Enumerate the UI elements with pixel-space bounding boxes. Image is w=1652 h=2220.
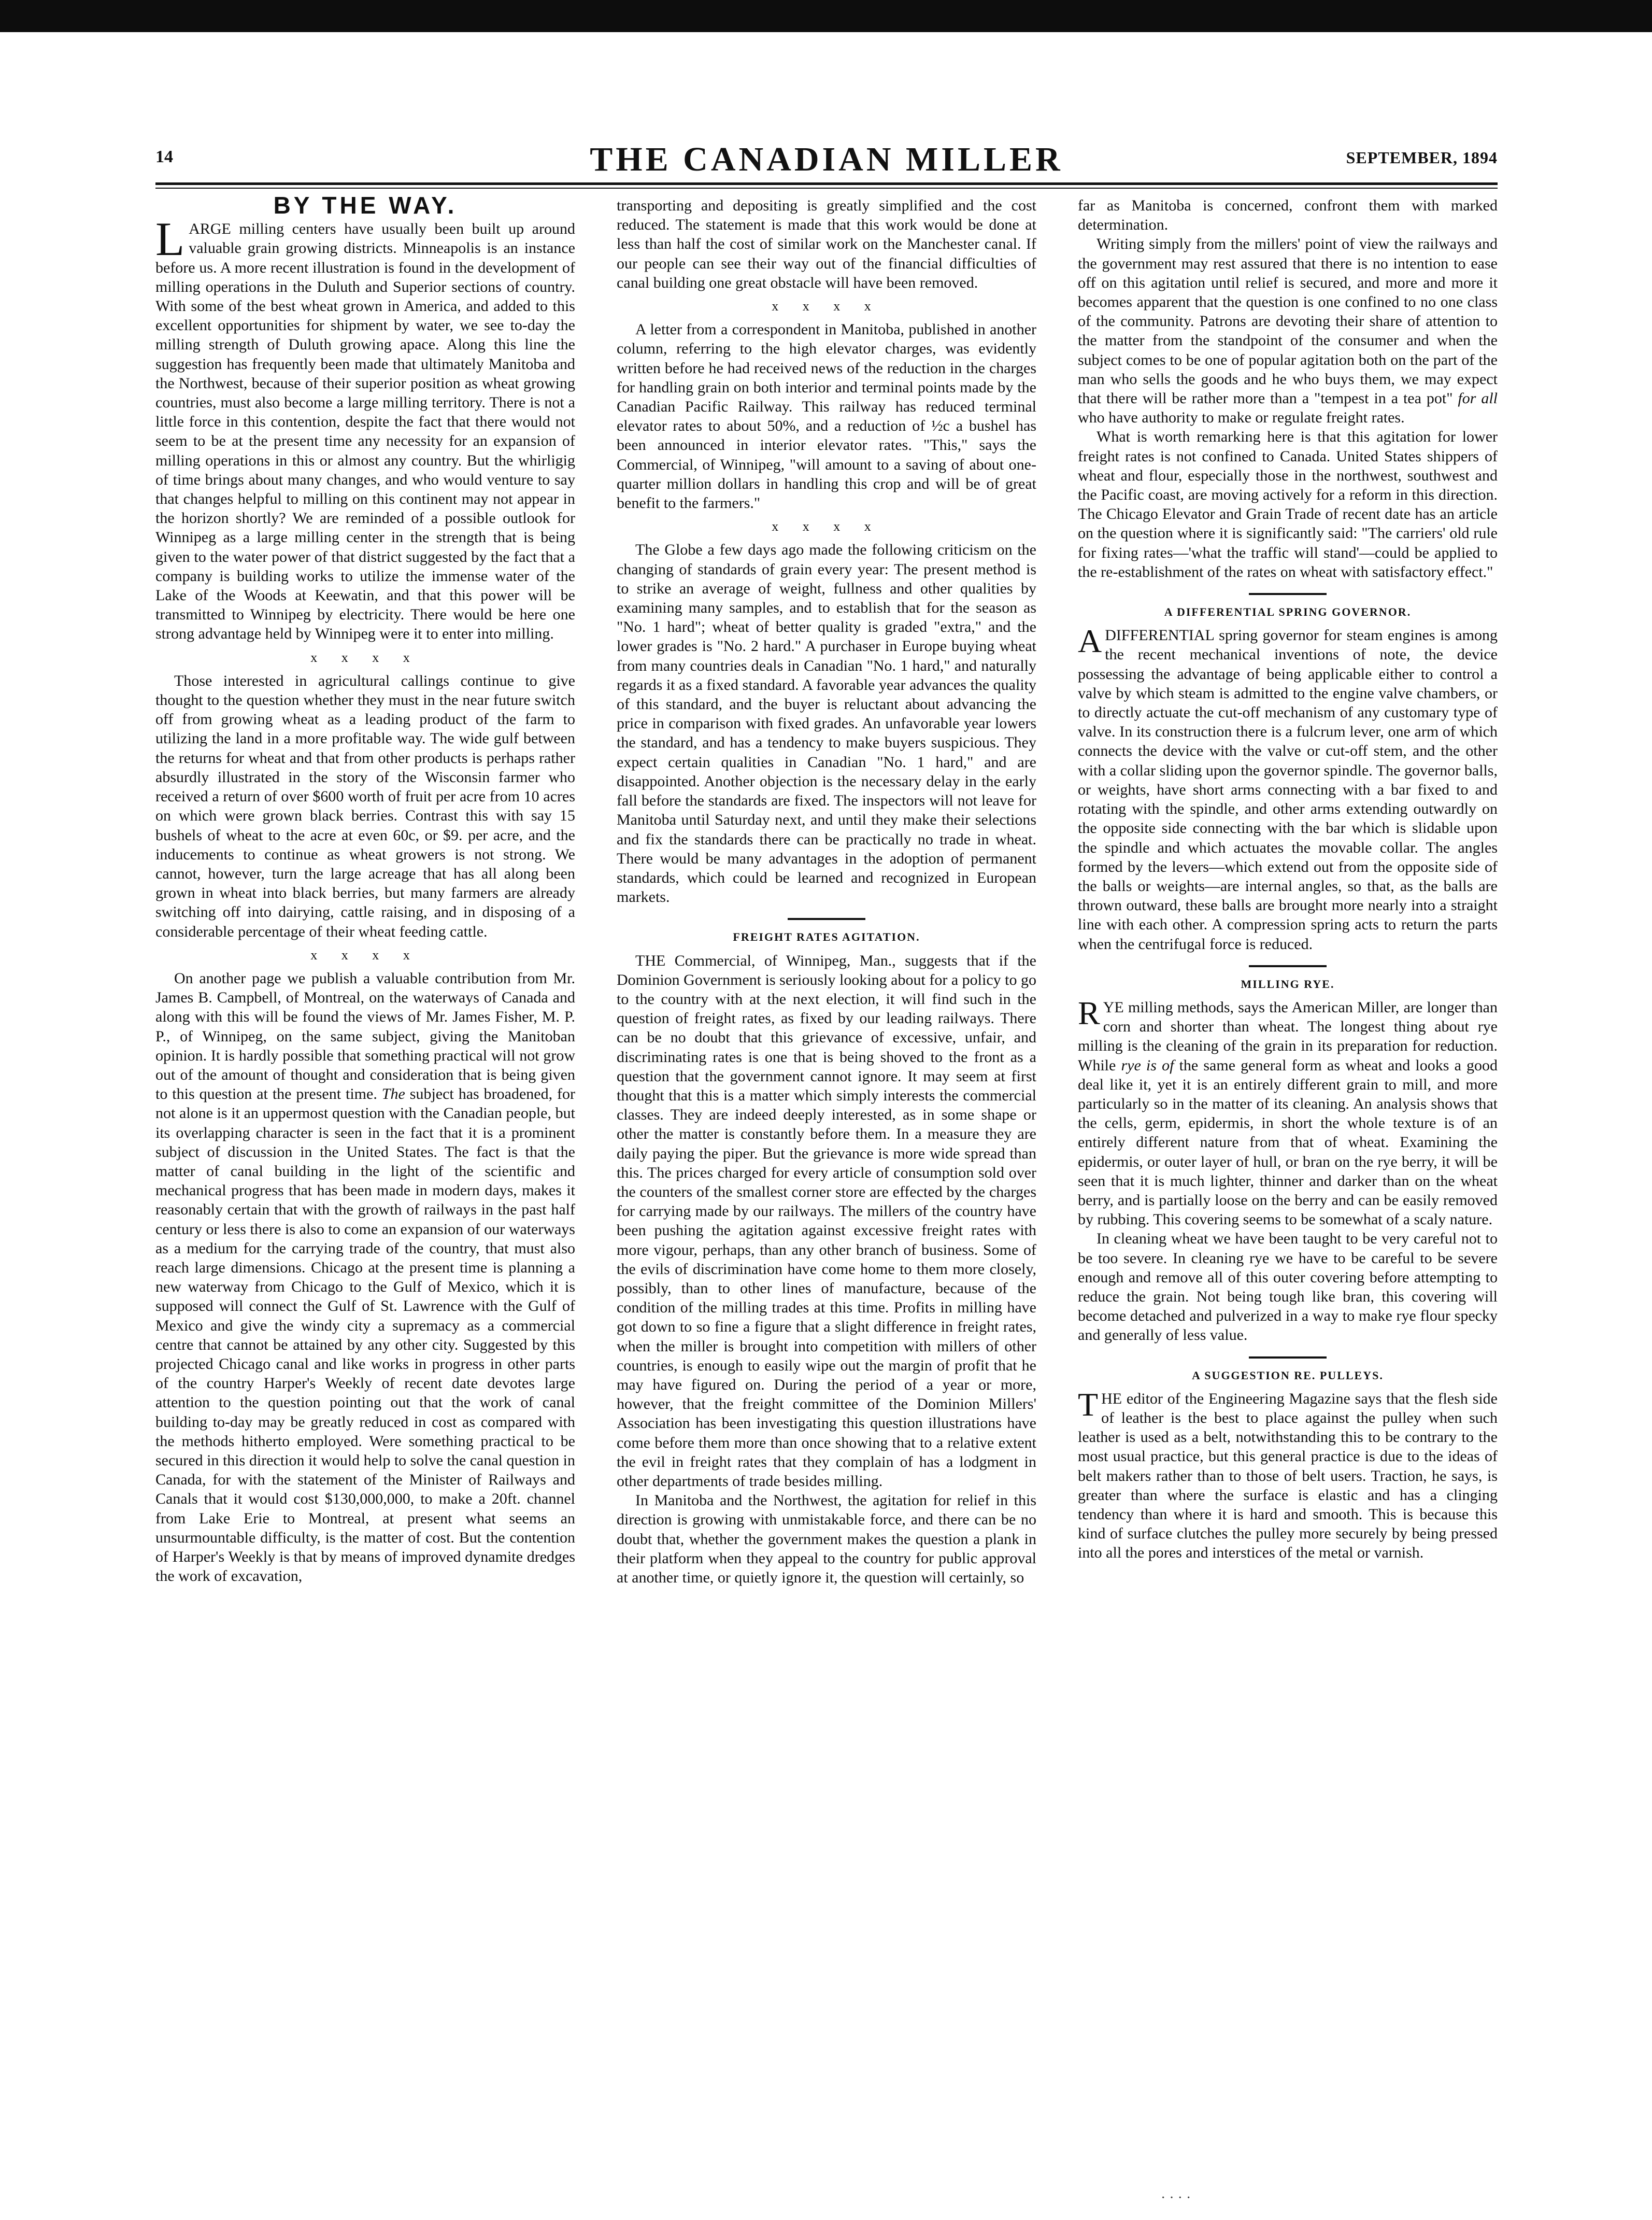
article-divider xyxy=(1249,1356,1327,1359)
subhead-freight-rates: FREIGHT RATES AGITATION. xyxy=(733,930,920,944)
column-1 xyxy=(155,192,576,1586)
drop-cap: R xyxy=(1078,994,1100,1031)
article-paragraph: In Manitoba and the Northwest, the agitation for relief in this direction is growing with unmistakable force, and there can be no doubt that, whether the government makes the question a plank in their platform when they appeal to the country for public approval at another time, or quietly ignore it, the question will certainly, so xyxy=(617,1492,1036,1587)
masthead: THE CANADIAN MILLER xyxy=(590,140,1063,178)
section-title-by-the-way: BY THE WAY. xyxy=(273,192,458,219)
header-rule-thin xyxy=(155,188,1498,189)
article-paragraph: Writing simply from the millers' point of view the railways and the government may rest assured that there is no intention to ease off on this agitation until relief is secured, and more and more it becomes apparent that the question is one confined to no one class of the community. Patrons are devoting their share of attention to the matter from the standpoint of the consumer and when the subject comes to be one of popular agitation both on the part of the man who sells the goods and he who buys them, we may expect that there will be rather more than a "tempest in a tea pot" for all who have authority to make or regulate freight rates. xyxy=(1078,235,1498,427)
article-paragraph: A letter from a correspondent in Manitoba, published in another column, referring to the high elevator charges, was evidently written before he had received news of the reduction in the charges for handling grain on both interior and terminal points made by the Canadian Pacific Railway. This railway has reduced terminal elevator rates to about 50%, and a reduction of ½c a bushel has been announced in interior elevator rates. "This," says the Commercial, of Winnipeg, "will amount to a saving of about one-quarter million dollars in handling this crop and will be of great benefit to the farmers." xyxy=(617,321,1036,512)
article-paragraph: THE editor of the Engineering Magazine says that the flesh side of leather is the best to place against the pulley when such leather is used as a belt, notwithstanding this to be contrary to the most usual practice, but this general practice is due to the ideas of belt makers rather than to those of belt users. Traction, he says, is greater than where the surface is elastic and has a clinging tendency than where it is hard and smooth. This is because this kind of surface clutches the pulley more securely by being pressed into all the pores and interstices of the metal or varnish. xyxy=(1078,1385,1498,1562)
subhead-pulleys: A SUGGESTION RE. PULLEYS. xyxy=(1192,1368,1384,1382)
drop-cap: L xyxy=(155,213,185,266)
article-paragraph: Those interested in agricultural callings continue to give thought to the question whether they must in the near future switch off from growing wheat as a leading product of the farm to utilizing the land in a more profitable way. The wide gulf between the returns for wheat and that from other products is perhaps rather absurdly illustrated in the story of the Wisconsin farmer who received a return of over $600 worth of fruit per acre from 10 acres on which were grown black berries. Contrast this with say 15 bushels of wheat to the acre at even 60c, or $9. per acre, and the inducements to continue as wheat growers is not strong. We cannot, however, turn the large acreage that has all along been grown in wheat into black berries, but many farmers are already switching off into dairying, cattle raising, and in disposing of a considerable percentage of their wheat feeding cattle. xyxy=(155,672,575,940)
article-paragraph: LARGE milling centers have usually been built up around valuable grain growing districts. Minneapolis is an instance before us. A more recent illustration is found in the development of milling operations in the Duluth and Superior sections of country. With some of the best wheat grown in America, and added to this excellent opportunities for shipment by water, we see to-day the milling strength of Duluth growing apace. Along this line the suggestion has frequently been made that ultimately Manitoba and the Northwest, because of their superior position as wheat growing countries, must also become a large milling territory. There is not a little force in this contention, despite the fact that there would not seem to be at the present time any necessity for an expansion of milling operations in this or almost any country. But the whirligig of time brings about many changes, and who would venture to say that changes helpful to milling on this continent may not appear in the horizon shortly? We are reminded of a possible outlook for Winnipeg as a large milling center in the strength that is being given to the water power of that district suggested by the fact that a company is building works to utilize the immense water of the Lake of the Woods at Keewatin, and that this power will be transmitted to Winnipeg by electricity. There would be here one strong advantage held by Winnipeg were it to enter into milling. xyxy=(155,213,575,643)
subhead-milling-rye: MILLING RYE. xyxy=(1241,977,1335,991)
header-rule-thick xyxy=(155,182,1498,185)
subhead-spring-governor: A DIFFERENTIAL SPRING GOVERNOR. xyxy=(1164,605,1412,619)
article-paragraph: On another page we publish a valuable contribution from Mr. James B. Campbell, of Montreal, on the waterways of Canada and along with this will be found the views of Mr. James Fisher, M. P. P., of Winnipeg, on the same subject, giving the Manitoban opinion. It is hardly possible that something practical will not grow out of the amount of thought and consideration that is being given to this question at the present time. The subject has broadened, for not alone is it an uppermost question with the Canadian people, but its overlapping character is seen in the fact that it is a prominent subject of discussion in the United States. The fact is that the matter of canal building in the light of the scientific and mechanical progress that has been made in modern days, makes it reasonably certain that with the growth of railways in the past half century or less there is also to come an expansion of our waterways as a medium for the carrying trade of the country, that must also reach large dimensions. Chicago at the present time is planning a new waterway from Chicago to the Gulf of Mexico, which it is supposed will connect the Gulf of St. Lawrence with the Gulf of Mexico and give the windy city a supremacy as a commercial centre that cannot be attained by any other city. Suggested by this projected Chicago canal and like works in progress in other parts of the country Harper's Weekly of recent date devotes large attention to the question pointing out that the work of canal building to-day may be greatly reduced in cost as compared with the methods hitherto employed. Were something practical to be secured in this direction it would help to solve the canal question in Canada, for with the statement of the Minister of Railways and Canals that it would cost $130,000,000, to make a 20ft. channel from Lake Erie to Montreal, at present what seems an unsurmountable difficulty, is the matter of cost. But the contention of Harper's Weekly is that by means of improved dynamite dredges the work of excavation, xyxy=(155,969,576,1585)
article-divider xyxy=(788,918,865,920)
article-paragraph: RYE milling methods, says the American Miller, are longer than corn and shorter than wheat. The longest thing about rye milling is the cleaning of the grain in its preparation for reduction. While rye is of the same general form as wheat and looks a good deal like it, yet it is an entirely different grain to mill, and more particularly so in the matter of its cleaning. An analysis shows that the cells, germ, epidermis, in short the whole texture is of an entirely different nature from that of wheat. Examining the epidermis, or outer layer of hull, or bran on the rye berry, it will be seen that it is much lighter, thinner and darker than on the wheat berry, and is partially loose on the berry and can be easily removed by rubbing. This covering seems to be somewhat of a scaly nature. xyxy=(1078,994,1498,1228)
article-paragraph: The Globe a few days ago made the following criticism on the changing of standards of grain every year: The present method is to strike an average of weight, fullness and other qualities by examining many samples, and to establish that for the season as "No. 1 hard"; wheat of better quality is graded "extra," and the lower grades is "No. 2 hard." A purchaser in Europe buying wheat from many countries deals in Canadian "No. 1 hard," and naturally regards it as a fixed standard. A favorable year advances the quality of this standard, and the buyer is reluctant about advancing the price in comparison with fixed grades. An unfavorable year lowers the standard, and has a tendency to make buyers suspicious. They expect certain qualities in Canadian "No. 1 hard," and are disappointed. Another objection is the necessary delay in the early fall before the standards are fixed. The inspectors will not leave for Manitoba until Saturday next, and until they make their selections and fix the standards there can be practically no trade in wheat. There would be many advantages in the adoption of permanent standards, which could be learned and recognized in European markets. xyxy=(617,541,1036,906)
issue-date: SEPTEMBER, 1894 xyxy=(1346,148,1498,167)
article-paragraph: far as Manitoba is concerned, confront them with marked determination. xyxy=(1078,197,1498,234)
article-paragraph: THE Commercial, of Winnipeg, Man., suggests that if the Dominion Government is seriously looking about for a policy to go to the country with at the next election, it will find such in the question of freight rates, as fixed by our leading railways. There can be no doubt that this grievance of excessive, unfair, and discriminating rates is one that is being shoved to the front as a question that the government cannot ignore. It may seem at first thought that this is a matter which simply interests the commercial classes. They are indeed deeply interested, as in some shape or other the matter is constantly before them. In a measure they are daily paying the piper. But the grievance is more wide spread than this. The prices charged for every article of consumption sold over the counters of the smallest corner store are effected by the charges for carrying made by our railways. The millers of the country have been pushing the agitation against excessive freight rates with more vigour, perhaps, than any other branch of business. Some of the evils of discrimination have come home to them more closely, possibly, than to other lines of manufacture, because of the condition of the milling trades at this time. Profits in milling have got down to so fine a figure that a slight difference in freight rates, when the miller is brought into competition with millers of other countries, is enough to easily wipe out the margin of profit that he may have figured on. During the period of a year or more, however, that the freight committee of the Dominion Millers' Association has been investigating this question illustrations have come before them more than once showing that to a relative extent the evil in freight rates that they complain of has a lodgment in other departments of trade besides milling. xyxy=(617,952,1036,1490)
section-separator: x x x x xyxy=(310,649,420,665)
article-divider xyxy=(1249,965,1327,967)
section-separator: x x x x xyxy=(772,519,881,534)
article-paragraph: What is worth remarking here is that this agitation for lower freight rates is not confined to Canada. United States shippers of wheat and flour, especially those in the northwest, southwest and the Pacific coast, are moving actively for a reform in this direction. The Chicago Elevator and Grain Trade of recent date has an article on the question where it is significantly said: "The carriers' old rule for fixing rates—'what the traffic will stand'—could be applied to the re-establishment of the rates on wheat with satisfactory effect." xyxy=(1078,428,1498,581)
article-paragraph: In cleaning wheat we have been taught to be very careful not to be too severe. In cleaning rye we have to be careful to be severe enough and remove all of this outer covering before attempting to reduce the grain. Not being tough like bran, this covering will become detached and pulverized in a way to make rye flour specky and generally of less value. xyxy=(1078,1230,1498,1344)
scan-artifact: · · · · xyxy=(1161,2190,1191,2206)
article-paragraph: transporting and depositing is greatly simplified and the cost reduced. The statement is made that this work would be done at less than half the cost of similar work on the Manchester canal. If our people can see their way out of the financial difficulties of canal building one great obstacle will have been removed. xyxy=(617,197,1036,291)
scan-top-border xyxy=(0,0,1652,32)
drop-cap: T xyxy=(1078,1385,1099,1423)
column-3 xyxy=(1078,196,1498,1563)
drop-cap: A xyxy=(1078,623,1102,660)
column-2 xyxy=(617,196,1036,1587)
page-header xyxy=(155,140,1498,181)
section-separator: x x x x xyxy=(310,947,420,963)
section-separator: x x x x xyxy=(772,299,881,314)
article-paragraph: ADIFFERENTIAL spring governor for steam engines is among the recent mechanical inventions of note, the device possessing the advantage of being applicable either to control a valve by which steam is admitted to the engine valve chambers, or to directly actuate the cut-off mechanism of any customary type of valve. In its construction there is a fulcrum lever, one arm of which connects the device with the valve or cut-off stem, and the other with a collar sliding upon the governor spindle. The governor balls, or weights, have short arms connecting with a bar fixed to and rotating with the spindle, and other arms extending outwardly on the opposite side connecting with the bar which is slidable upon the spindle and which actuates the movable collar. The angles formed by the levers—which extend out from the opposite side of the balls or weights—are internal angles, so that, as the balls are thrown outward, these balls are brought more nearly into a straight line with each other. A compression spring acts to return the parts when the centrifugal force is reduced. xyxy=(1078,623,1498,953)
page-number: 14 xyxy=(155,147,173,166)
article-divider xyxy=(1249,593,1327,595)
